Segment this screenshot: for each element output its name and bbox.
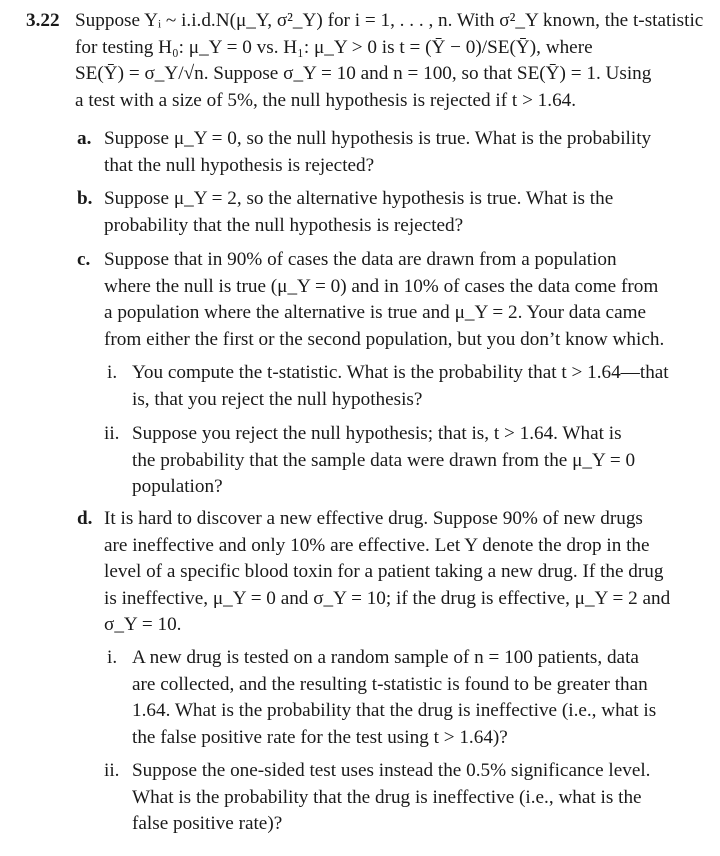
part-c-line: from either the first or the second population, but you don’t know which. — [104, 328, 665, 350]
part-c-ii-line: Suppose you reject the null hypothesis; that is, t > 1.64. What is — [132, 423, 622, 444]
part-d-i-label: i. — [107, 647, 118, 668]
part-b-line: probability that the null hypothesis is rejected? — [104, 214, 464, 236]
part-a-line: Suppose μ_Y = 0, so the null hypothesis is true. What is the probability — [104, 128, 652, 149]
part-c-i-label: i. — [107, 362, 118, 383]
intro-line: Suppose Yᵢ ~ i.i.d.N(μ_Y, σ²_Y) for i = 1, . . . , n. With σ²_Y known, the t-statistic — [75, 10, 704, 31]
part-c-ii-line: the probability that the sample data were drawn from the μ_Y = 0 — [132, 449, 636, 471]
part-c-text — [104, 247, 664, 353]
problem-intro — [75, 8, 703, 114]
part-b-label: b. — [77, 188, 93, 209]
part-d-i-line: are collected, and the resulting t-statistic is found to be greater than — [132, 673, 648, 695]
part-d-text — [104, 506, 670, 639]
part-d-line: is ineffective, μ_Y = 0 and σ_Y = 10; if the drug is effective, μ_Y = 2 and — [104, 587, 671, 609]
part-d-ii-text — [132, 758, 650, 838]
part-c-i-text — [132, 360, 669, 413]
part-d-i-text — [132, 645, 656, 751]
part-b-text — [104, 186, 613, 239]
part-d-line: level of a specific blood toxin for a patient taking a new drug. If the drug — [104, 561, 664, 582]
part-a-label: a. — [77, 128, 92, 149]
part-d-ii-label: ii. — [104, 760, 120, 781]
intro-line: a test with a size of 5%, the null hypothesis is rejected if t > 1.64. — [75, 89, 577, 111]
part-d-ii-line: false positive rate)? — [132, 813, 283, 834]
part-c-ii-label: ii. — [104, 423, 120, 444]
part-d-i-line: A new drug is tested on a random sample of n = 100 patients, data — [132, 647, 639, 668]
part-c-ii-line: population? — [132, 476, 223, 497]
part-d-line: σ_Y = 10. — [104, 614, 182, 635]
part-c-ii-text — [132, 421, 635, 501]
part-d-line: are ineffective and only 10% are effective. Let Y denote the drop in the — [104, 534, 650, 556]
part-c-line: a population where the alternative is true and μ_Y = 2. Your data came — [104, 302, 647, 323]
part-b-line: Suppose μ_Y = 2, so the alternative hypothesis is true. What is the — [104, 188, 614, 209]
problem-number: 3.22 — [26, 10, 60, 31]
part-d-ii-line: What is the probability that the drug is ineffective (i.e., what is the — [132, 786, 642, 808]
part-c-line: Suppose that in 90% of cases the data are drawn from a population — [104, 249, 617, 270]
part-d-i-line: the false positive rate for the test using t > 1.64)? — [132, 726, 508, 748]
part-d-ii-line: Suppose the one-sided test uses instead the 0.5% significance level. — [132, 760, 651, 781]
part-a-line: that the null hypothesis is rejected? — [104, 154, 375, 176]
part-c-i-line: You compute the t-statistic. What is the probability that t > 1.64—that — [132, 362, 669, 383]
part-a-text — [104, 126, 651, 179]
part-c-i-line: is, that you reject the null hypothesis? — [132, 388, 423, 410]
part-d-line: It is hard to discover a new effective drug. Suppose 90% of new drugs — [104, 508, 643, 529]
intro-line: SE(Ȳ) = σ_Y/√n. Suppose σ_Y = 10 and n = 100, so that SE(Ȳ) = 1. Using — [75, 63, 652, 84]
part-c-label: c. — [77, 249, 91, 270]
intro-line: for testing H₀: μ_Y = 0 vs. H₁: μ_Y > 0 is t = (Ȳ − 0)/SE(Ȳ), where — [75, 36, 593, 58]
part-d-label: d. — [77, 508, 93, 529]
part-d-i-line: 1.64. What is the probability that the drug is ineffective (i.e., what is — [132, 700, 657, 721]
part-c-line: where the null is true (μ_Y = 0) and in 10% of cases the data come from — [104, 275, 659, 297]
